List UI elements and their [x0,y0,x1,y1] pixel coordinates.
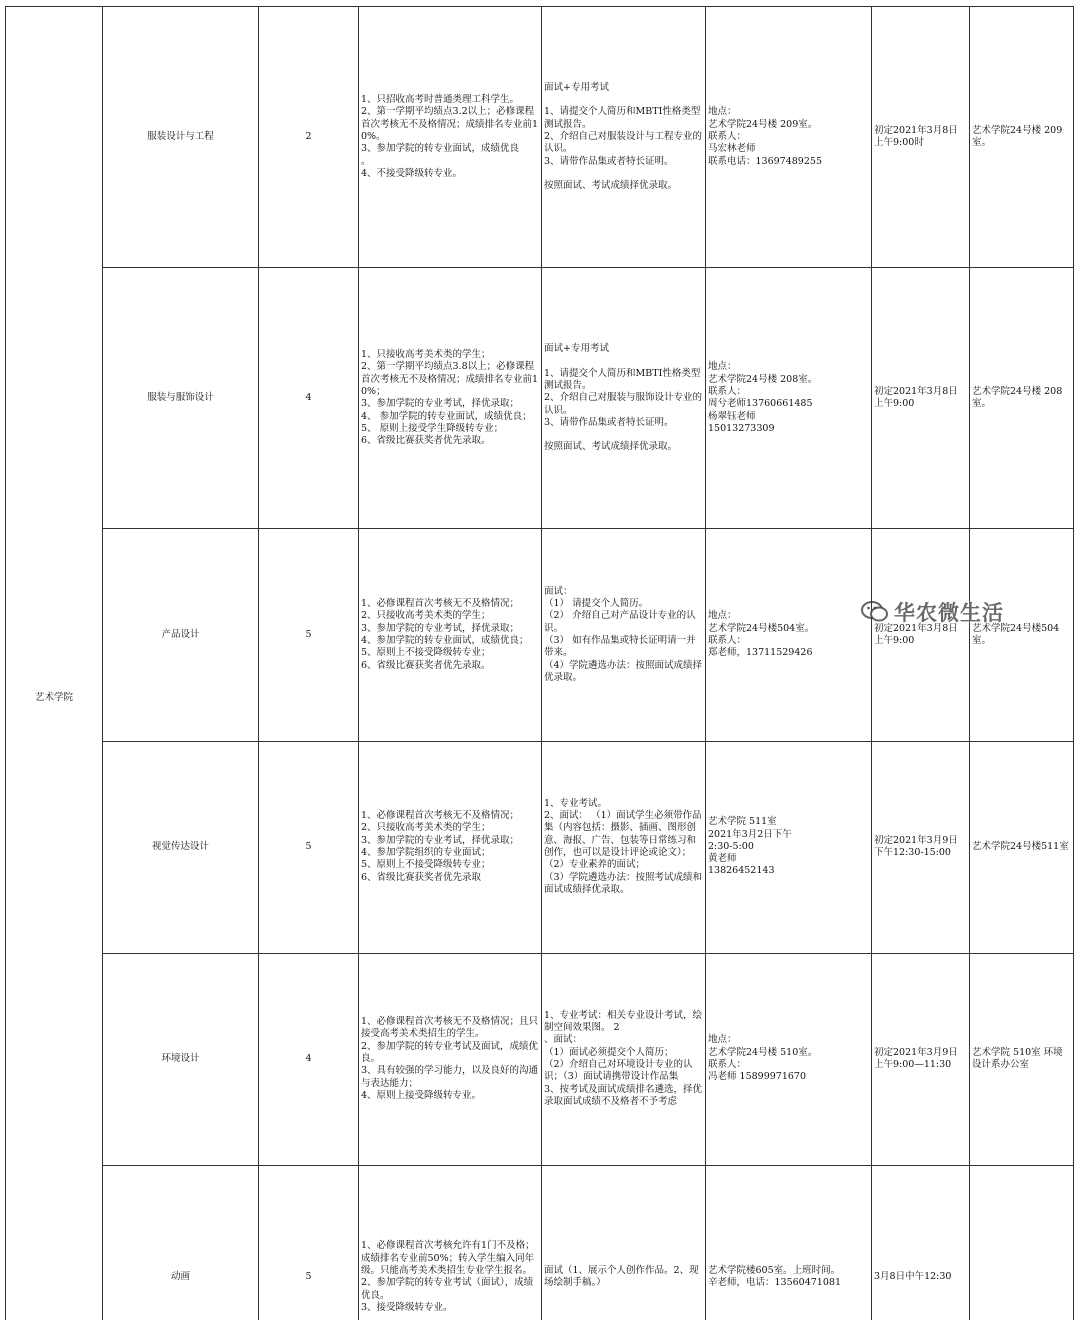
major-cell: 服装与服饰设计 [103,268,259,529]
condition-line: 2、只接收高考美术类的学生； [361,610,539,622]
condition-line: 4、参加学院组织的专业面试； [361,847,539,859]
contact-line: 2:30-5:00 [708,841,869,853]
major-cell: 动画 [103,1165,259,1320]
condition-line: 1、必修课程首次考核允许有1门不及格；成绩排名专业前50%；转入学生编入同年级。只能高考美术类招生专业学生报名。 [361,1240,539,1277]
conditions-cell [359,953,542,1165]
contact-cell [706,7,872,268]
exam-cell [542,529,706,741]
exam-line: （2） 介绍自己对产品设计专业的认识。 [544,610,703,635]
quota-cell: 5 [259,1165,359,1320]
exam-cell [542,268,706,529]
exam-line: 2、介绍自己对服装设计与工程专业的认识。 [544,131,703,156]
place-cell: 艺术学院24号楼 208室。 [970,268,1074,529]
condition-line: 2、只接收高考美术类的学生； [361,822,539,834]
table-row [6,7,1074,268]
condition-line: 6、省级比赛获奖者优先录取。 [361,435,539,447]
exam-cell [542,953,706,1165]
exam-line: 按照面试、考试成绩择优录取。 [544,441,703,453]
exam-line: 面试： [544,586,703,598]
conditions-cell [359,741,542,953]
contact-line: 冯老师 15899971670 [708,1071,869,1083]
college-cell: 艺术学院 [6,7,103,1320]
watermark-text: 华农微生活 [894,597,1004,627]
contact-line: 黄老师 [708,853,869,865]
contact-line: 艺术学院24号楼504室。 [708,623,869,635]
exam-line: 2、面试： （1）面试学生必须带作品集（内容包括：摄影、插画、图形创意、海报、广告、包装等日常练习和创作，也可以是设计评论或论文）；（2）专业素养的面试； [544,810,703,871]
exam-line: 3、请带作品集或者特长证明。 [544,156,703,168]
condition-line: 5、原则上不接受降级转专业； [361,647,539,659]
wechat-icon [860,599,890,625]
watermark [860,592,1070,632]
contact-cell [706,1165,872,1320]
contact-line: 地点： [708,610,869,622]
condition-line: 3、参加学院的转专业面试，成绩优良 [361,143,539,155]
time-cell: 3月8日中午12:30 [872,1165,970,1320]
conditions-cell [359,529,542,741]
transfer-major-table [5,6,1074,1320]
exam-line: 1、请提交个人简历和MBTI性格类型测试报告。 [544,106,703,131]
condition-line: 5、原则上不接受降级转专业； [361,859,539,871]
place-cell [970,1165,1074,1320]
condition-line: 6、省级比赛获奖者优先录取。 [361,660,539,672]
exam-line: 2、介绍自己对服装与服饰设计专业的认识。 [544,392,703,417]
contact-line: 联系人： [708,1059,869,1071]
table-row [6,529,1074,741]
exam-cell [542,741,706,953]
quota-cell: 5 [259,529,359,741]
condition-line: 2、第一学期平均绩点3.8以上；必修课程首次考核无不及格情况；成绩排名专业前10%； [361,361,539,398]
place-cell: 艺术学院24号楼504室。 [970,529,1074,741]
exam-line: 面试+专用考试 [544,343,703,355]
contact-line: 联系人： [708,635,869,647]
exam-line: 1、专业考试：相关专业设计考试，绘制空间效果图。 2 [544,1010,703,1035]
condition-line: 2、参加学院的转专业考试（面试），成绩优良。 [361,1277,539,1302]
exam-cell [542,1165,706,1320]
exam-line: （2）介绍自己对环境设计专业的认识；（3）面试请携带设计作品集 [544,1059,703,1084]
contact-line: 联系人： [708,131,869,143]
contact-line: 郑老师，13711529426 [708,647,869,659]
contact-line: 联系人： [708,386,869,398]
condition-line: 2、参加学院的转专业考试及面试，成绩优良。 [361,1041,539,1066]
major-cell: 产品设计 [103,529,259,741]
place-cell: 艺术学院24号楼 209室。 [970,7,1074,268]
contact-line: 15013273309 [708,423,869,435]
condition-line: 3、参加学院的专业考试，择优录取； [361,398,539,410]
table-row [6,953,1074,1165]
exam-line: （4）学院遴选办法：按照面试成绩择优录取。 [544,660,703,685]
contact-line: 马宏林老师 [708,143,869,155]
quota-cell: 4 [259,268,359,529]
condition-line: 1、只接收高考美术类的学生； [361,349,539,361]
exam-line: （3）学院遴选办法：按照考试成绩和面试成绩择优录取。 [544,872,703,897]
quota-cell: 2 [259,7,359,268]
exam-line: 面试+专用考试 [544,82,703,94]
quota-cell: 4 [259,953,359,1165]
table-row [6,268,1074,529]
major-cell: 环境设计 [103,953,259,1165]
condition-line: 1、只招收高考时普通类理工科学生。 [361,94,539,106]
contact-line: 艺术学院24号楼 209室。 [708,119,869,131]
condition-line: 1、必修课程首次考核无不及格情况；且只接受高考美术类招生的学生。 [361,1016,539,1041]
contact-line: 艺术学院24号楼 208室。 [708,374,869,386]
condition-line: 4、参加学院的转专业面试，成绩优良； [361,635,539,647]
conditions-cell [359,1165,542,1320]
exam-line: （1） 请提交个人简历。 [544,598,703,610]
time-cell: 初定2021年3月8日上午9:00 [872,268,970,529]
exam-line: 面试（1、展示个人创作作品。2、现场绘制手稿。） [544,1265,703,1290]
major-cell: 服装设计与工程 [103,7,259,268]
contact-line: 联系电话：13697489255 [708,156,869,168]
condition-line: 5、 原则上接受学生降级转专业； [361,423,539,435]
exam-line [544,168,703,180]
contact-line: 地点： [708,361,869,373]
contact-line: 艺术学院24号楼 510室。 [708,1047,869,1059]
condition-line: 6、省级比赛获奖者优先录取 [361,872,539,884]
exam-line: （1）面试必须提交个人简历； [544,1047,703,1059]
table-row [6,741,1074,953]
exam-line: 1、专业考试。 [544,798,703,810]
major-cell: 视觉传达设计 [103,741,259,953]
contact-line: 地点： [708,1034,869,1046]
contact-cell [706,741,872,953]
condition-line: 1、必修课程首次考核无不及格情况； [361,810,539,822]
contact-line: 艺术学院楼605室。上班时间。 [708,1265,869,1277]
conditions-cell [359,268,542,529]
time-cell: 初定2021年3月8日上午9:00时 [872,7,970,268]
exam-line: 3、请带作品集或者特长证明。 [544,417,703,429]
contact-cell [706,529,872,741]
contact-cell [706,953,872,1165]
exam-line: （3） 如有作品集或特长证明请一并带来。 [544,635,703,660]
quota-cell: 5 [259,741,359,953]
contact-line: 13826452143 [708,865,869,877]
place-cell: 艺术学院24号楼511室 [970,741,1074,953]
exam-line: 、面试： [544,1034,703,1046]
conditions-cell [359,7,542,268]
condition-line: 4、原则上接受降级转专业。 [361,1090,539,1102]
exam-line: 3、按考试及面试成绩排名遴选，择优录取面试成绩不及格者不予考虑 [544,1084,703,1109]
time-cell: 初定2021年3月9日上午9:00—11:30 [872,953,970,1165]
exam-line [544,94,703,106]
condition-line: 4、不接受降级转专业。 [361,168,539,180]
condition-line: 3、具有较强的学习能力，以及良好的沟通与表达能力； [361,1065,539,1090]
condition-line: 3、参加学院的专业考试，择优录取； [361,623,539,635]
condition-line: 3、接受降级转专业。 [361,1302,539,1314]
exam-cell [542,7,706,268]
contact-line: 艺术学院 511室 [708,816,869,828]
condition-line: 3、参加学院的专业考试，择优录取； [361,835,539,847]
contact-line: 2021年3月2日下午 [708,829,869,841]
condition-line: 1、必修课程首次考核无不及格情况； [361,598,539,610]
exam-line: 按照面试、考试成绩择优录取。 [544,180,703,192]
time-cell: 初定2021年3月9日下午12:30-15:00 [872,741,970,953]
condition-line: 。 [361,156,539,168]
condition-line: 2、第一学期平均绩点3.2以上；必修课程首次考核无不及格情况；成绩排名专业前10%。 [361,106,539,143]
exam-line [544,356,703,368]
contact-cell [706,268,872,529]
contact-line: 周兮老师13760661485 [708,398,869,410]
contact-line: 辛老师，电话：13560471081 [708,1277,869,1289]
exam-line [544,429,703,441]
place-cell: 艺术学院 510室 环境设计系办公室 [970,953,1074,1165]
condition-line: 4、 参加学院的转专业面试，成绩优良； [361,411,539,423]
contact-line: 地点： [708,106,869,118]
exam-line: 1、请提交个人简历和MBTI性格类型测试报告。 [544,368,703,393]
contact-line: 杨翠钰老师 [708,411,869,423]
table-row [6,1165,1074,1320]
time-cell: 初定2021年3月8日上午9:00 [872,529,970,741]
